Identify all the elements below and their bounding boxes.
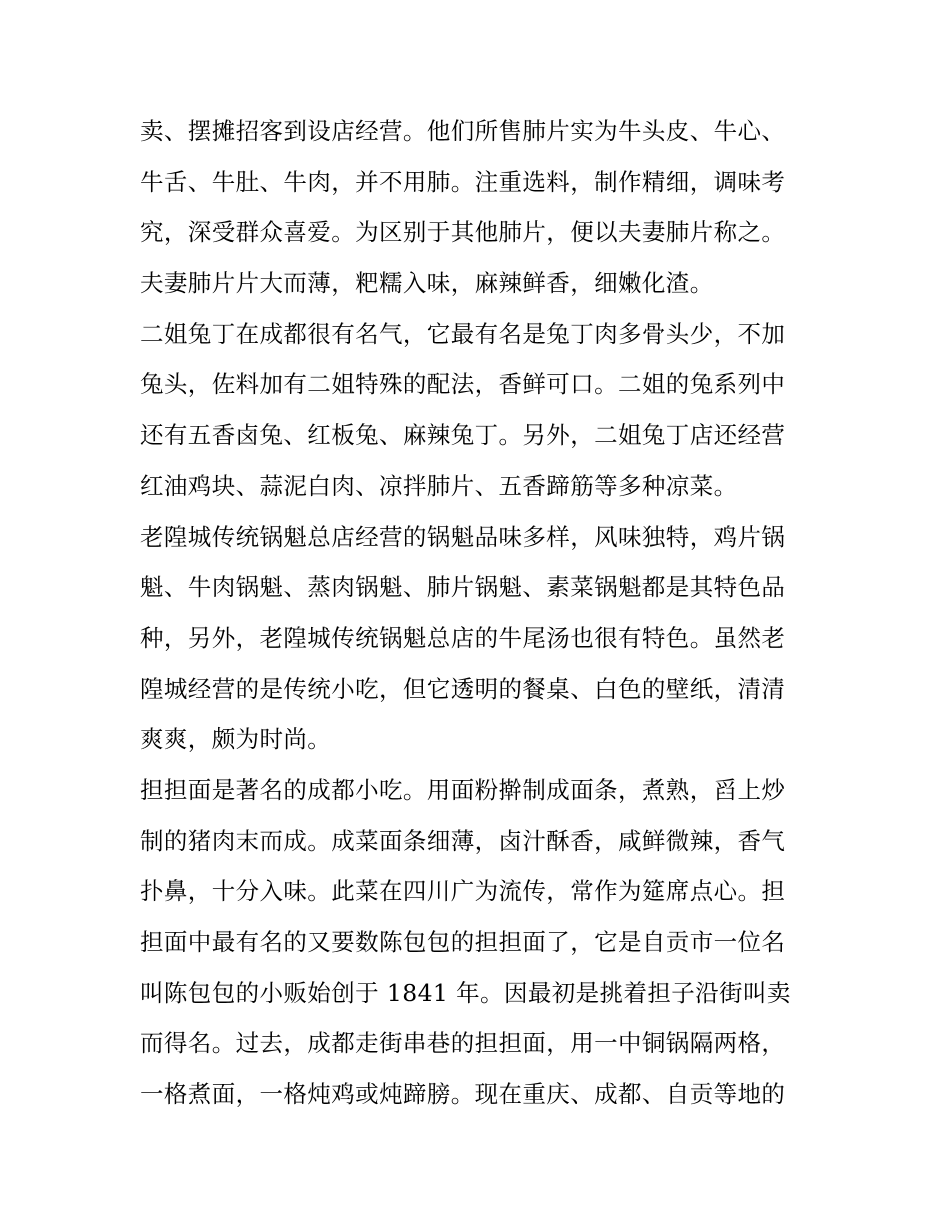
text-line: 而得名。过去，成都走街串巷的担担面，用一中铜锅隔两格， bbox=[140, 1029, 786, 1058]
text-line: 二姐兔丁在成都很有名气，它最有名是兔丁肉多骨头少，不加 bbox=[140, 319, 786, 348]
text-line: 夫妻肺片片大而薄，粑糯入味，麻辣鲜香，细嫩化渣。 bbox=[140, 269, 714, 298]
text-line: 卖、摆摊招客到设店经营。他们所售肺片实为牛头皮、牛心、 bbox=[140, 117, 786, 145]
text-line: 一格煮面，一格炖鸡或炖蹄膀。现在重庆、成都、自贡等地的 bbox=[140, 1080, 786, 1109]
text-line: 究，深受群众喜爱。为区别于其他肺片，便以夫妻肺片称之。 bbox=[140, 218, 786, 247]
text-line: 叫陈包包的小贩始创于 1841 年。因最初是挑着担子沿街叫卖 bbox=[140, 978, 791, 1007]
text-line: 种，另外，老隍城传统锅魁总店的牛尾汤也很有特色。虽然老 bbox=[140, 623, 786, 652]
text-line: 还有五香卤兔、红板兔、麻辣兔丁。另外，二姐兔丁店还经营 bbox=[140, 421, 786, 450]
text-line: 担面中最有名的又要数陈包包的担担面了，它是自贡市一位名 bbox=[140, 928, 786, 956]
text-line: 兔头，佐料加有二姐特殊的配法，香鲜可口。二姐的兔系列中 bbox=[140, 370, 786, 399]
text-line: 老隍城传统锅魁总店经营的锅魁品味多样，风味独特，鸡片锅 bbox=[140, 522, 786, 551]
text-line: 担担面是著名的成都小吃。用面粉擀制成面条，煮熟，舀上炒 bbox=[140, 775, 786, 804]
text-line: 爽爽，颇为时尚。 bbox=[140, 725, 332, 754]
text-line: 制的猪肉末而成。成菜面条细薄，卤汁酥香，咸鲜微辣，香气 bbox=[140, 826, 786, 855]
text-line: 牛舌、牛肚、牛肉，并不用肺。注重选料，制作精细，调味考 bbox=[140, 167, 786, 196]
text-line: 扑鼻，十分入味。此菜在四川广为流传，常作为筵席点心。担 bbox=[140, 877, 786, 906]
text-line: 隍城经营的是传统小吃，但它透明的餐桌、白色的壁纸，清清 bbox=[140, 674, 786, 703]
document-body bbox=[140, 106, 820, 1120]
text-line: 魁、牛肉锅魁、蒸肉锅魁、肺片锅魁、素菜锅魁都是其特色品 bbox=[140, 573, 786, 602]
text-line: 红油鸡块、蒜泥白肉、凉拌肺片、五香蹄筋等多种凉菜。 bbox=[140, 471, 738, 500]
